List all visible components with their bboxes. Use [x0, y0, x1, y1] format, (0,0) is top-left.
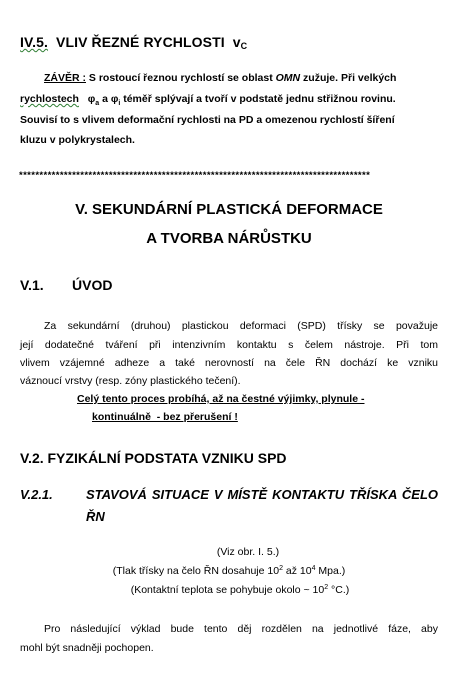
conclusion-label: ZÁVĚR : — [44, 72, 86, 84]
conclusion-line-1: ZÁVĚR : S rostoucí řeznou rychlostí se oblast OMN zužuje. Při velkých — [44, 72, 397, 84]
pressure-note: (Tlak třísky na čelo ŘN dosahuje $10^2$ až $10^4$ Mpa.) — [112, 565, 346, 577]
phi-i-symbol: $\varphi_i$ — [110, 93, 121, 108]
omn-term: OMN — [275, 72, 301, 84]
section-number-v21: V.2.1. — [20, 487, 53, 502]
emphasis-line-2: kontinuálně - bez přerušení ! — [92, 411, 238, 423]
symbol-sub: C — [240, 41, 248, 51]
separator-line: ************************************************************************************** — [19, 170, 371, 181]
section-number-v1: V.1. — [20, 277, 44, 293]
final-line-1: Pro následující výklad bude tento děj rozdělen na jednotlivé fáze, aby — [44, 623, 438, 635]
section-title-v21-line-1: STAVOVÁ SITUACE V MÍSTĚ KONTAKTU TŘÍSKA ČELO — [86, 487, 438, 502]
conclusion-line-2: rychlostech $\varphi_a$ a $\varphi_i$ téměř splývají a tvoří v podstatě jednu střižnou rovinu. — [20, 93, 396, 108]
emphasis-line-1: Celý tento proces probíhá, až na čestné výjimky, plynule - — [77, 393, 365, 405]
symbol-v: v — [232, 34, 241, 50]
section-title-v1: ÚVOD — [72, 277, 113, 293]
final-line-2: mohl být snadněji pochopen. — [20, 642, 154, 654]
section-title-v2: V.2. FYZIKÁLNÍ PODSTATA VZNIKU SPD — [20, 450, 287, 466]
section-heading-iv5 — [20, 34, 247, 51]
intro-line-1: Za sekundární (druhou) plastickou deformaci (SPD) třísky se považuje — [44, 320, 438, 332]
section-title: VLIV ŘEZNÉ RYCHLOSTI — [56, 34, 225, 50]
phi-a-symbol: $\varphi_a$ — [87, 93, 100, 108]
chapter-title-line-1: V. SEKUNDÁRNÍ PLASTICKÁ DEFORMACE — [75, 201, 383, 218]
conclusion-line-3: Souvisí to s vlivem deformační rychlosti na PD a omezenou rychlostí šíření — [20, 114, 395, 126]
intro-line-3: vlivem vzájemné adheze a také nerovností na čele ŘN dochází ke vzniku — [20, 357, 438, 369]
conclusion-line-4: kluzu v polykrystalech. — [20, 134, 135, 146]
intro-line-2: její dodatečné tváření při intenzivním kontaktu s čelem nástroje. Při tom — [20, 339, 438, 351]
section-number: IV.5. — [20, 34, 49, 50]
intro-line-4: váznoucí vrstvy (resp. zóny plastického tečení). — [20, 375, 241, 387]
figure-reference: (Viz obr. I. 5.) — [216, 546, 280, 558]
chapter-title-line-2: A TVORBA NÁRŮSTKU — [146, 230, 312, 247]
temperature-note: (Kontaktní teplota se pohybuje okolo ~ $10^2$ °C.) — [130, 584, 350, 596]
section-title-v21-line-2: ŘN — [86, 509, 105, 524]
